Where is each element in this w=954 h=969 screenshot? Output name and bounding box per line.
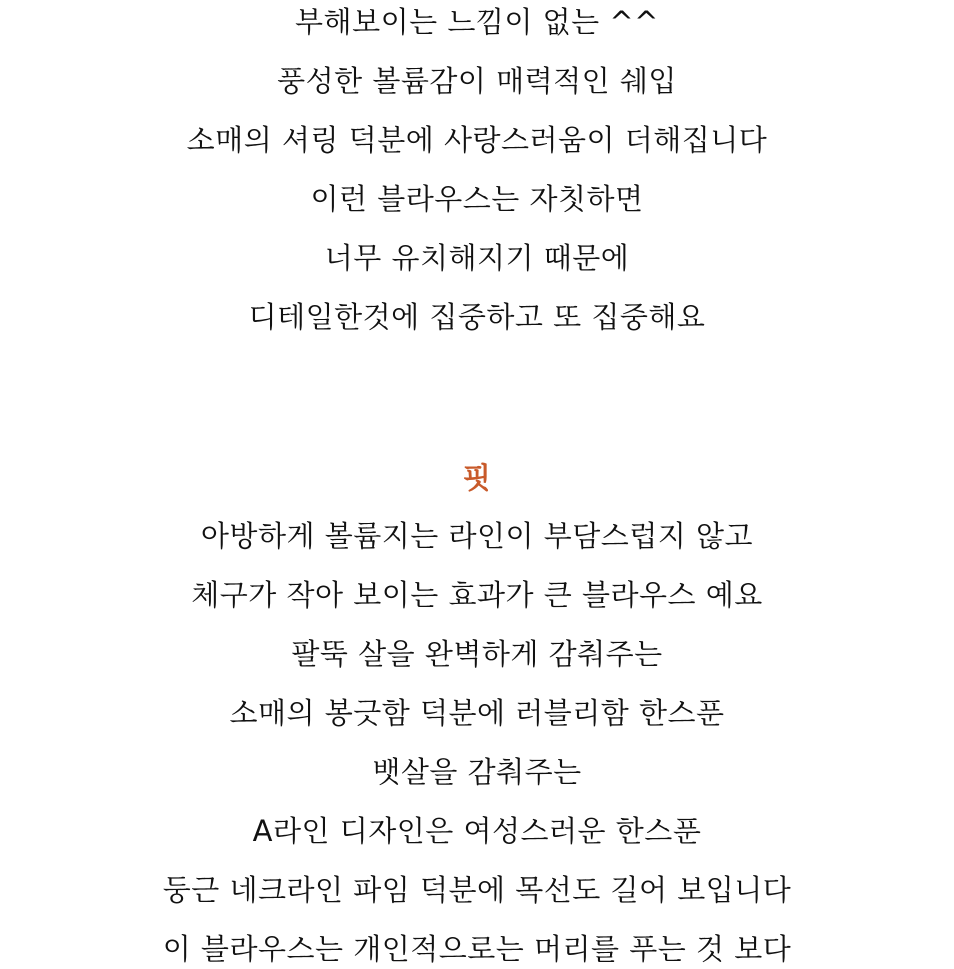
description-line: 소매의 셔링 덕분에 사랑스러움이 더해집니다 [186, 123, 768, 157]
description-line: 풍성한 볼륨감이 매력적인 쉐입 [277, 64, 677, 98]
description-line: 둥근 네크라인 파임 덕분에 목선도 길어 보입니다 [162, 873, 792, 907]
description-line: 소매의 봉긋함 덕분에 러블리함 한스푼 [229, 696, 725, 730]
description-line: 디테일한것에 집중하고 또 집중해요 [248, 300, 706, 334]
description-line: 이런 블라우스는 자칫하면 [310, 182, 644, 216]
description-line: 체구가 작아 보이는 효과가 큰 블라우스 예요 [191, 578, 763, 612]
description-line: 팔뚝 살을 완벽하게 감춰주는 [291, 637, 663, 671]
section-heading-fit: 핏 [462, 461, 492, 495]
description-line: 뱃살을 감춰주는 [372, 755, 582, 789]
description-line: 부해보이는 느낌이 없는 ^^ [295, 5, 659, 39]
description-line: 아방하게 볼륨지는 라인이 부담스럽지 않고 [200, 519, 754, 553]
description-line: 너무 유치해지기 때문에 [324, 241, 630, 275]
description-line: 이 블라우스는 개인적으로는 머리를 푸는 것 보다 [162, 932, 792, 966]
description-line: A라인 디자인은 여성스러운 한스푼 [252, 814, 702, 848]
